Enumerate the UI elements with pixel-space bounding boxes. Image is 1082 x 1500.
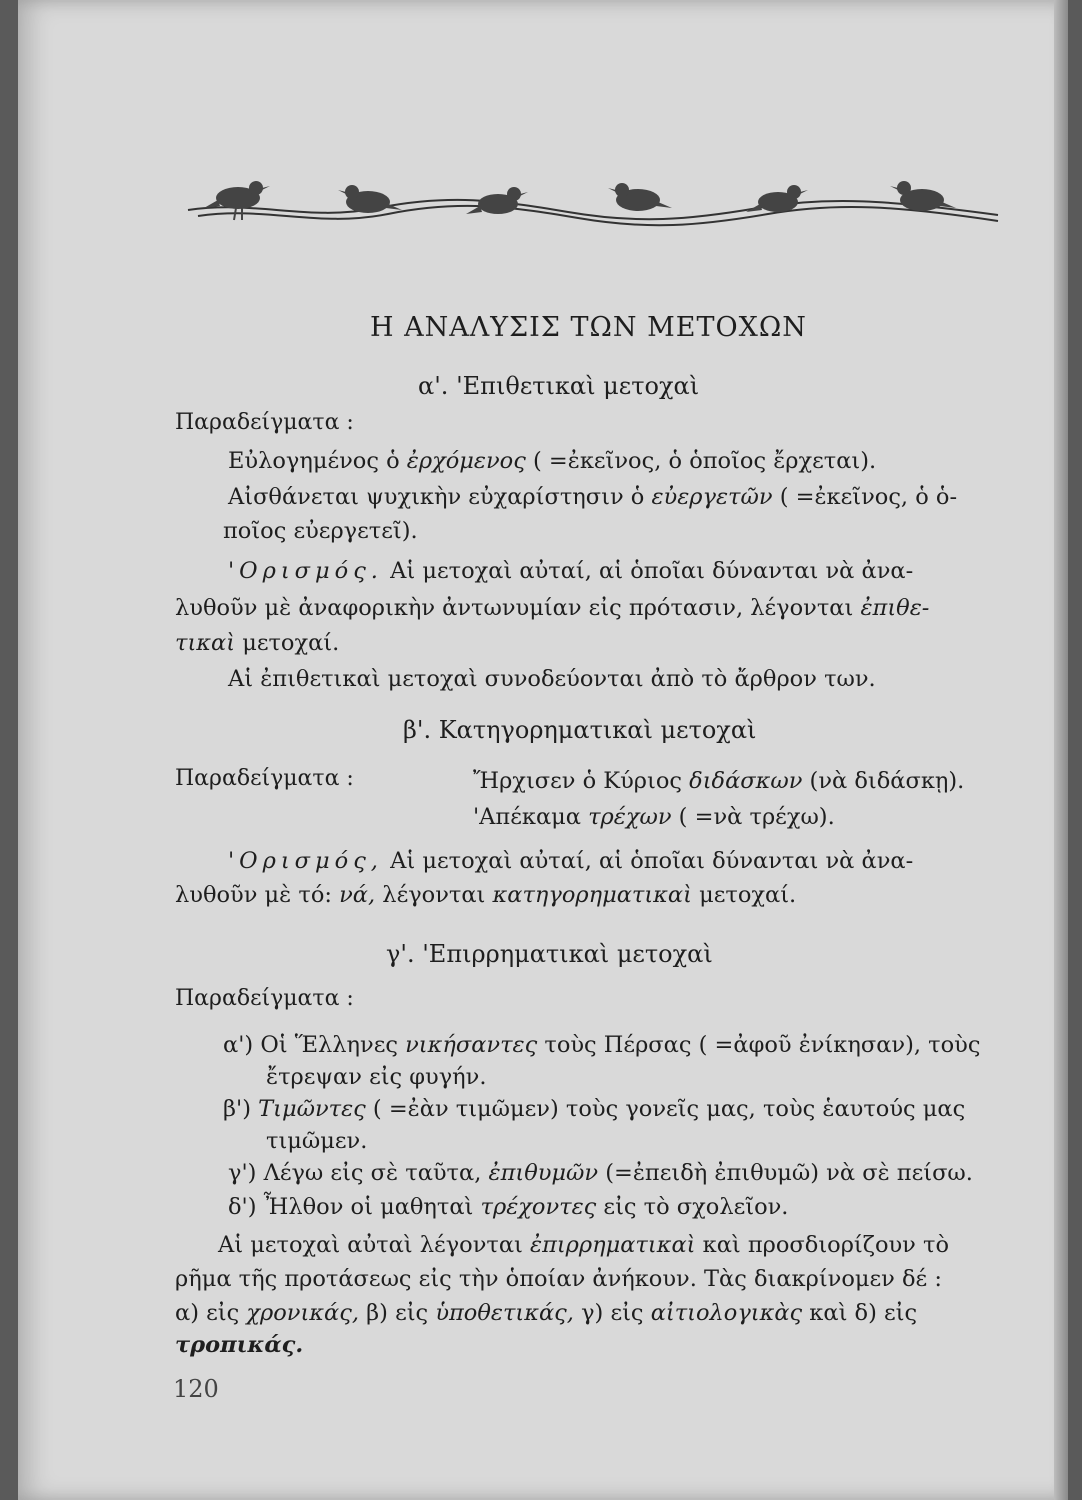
example-c3: γ') Λέγω εἰς σὲ ταῦτα, ἐπιθυμῶν (=ἐπειδὴ ἐπιθυμῶ) νὰ σὲ πείσω. bbox=[228, 1160, 973, 1186]
example-a2-line2: ποῖος εὐεργετεῖ). bbox=[223, 518, 418, 544]
example-c2-line1: β') Τιμῶντες ( =ἐὰν τιμῶμεν) τοὺς γονεῖς μας, τοὺς ἑαυτούς μας bbox=[223, 1096, 966, 1122]
example-c2-line2: τιμῶμεν. bbox=[266, 1128, 368, 1154]
birds-border-icon bbox=[168, 160, 1008, 240]
example-c1-line2: ἔτρεψαν εἰς φυγήν. bbox=[266, 1064, 487, 1090]
note-a: Αἱ ἐπιθετικαὶ μετοχαὶ συνοδεύονται ἀπὸ τὸ ἄρθρον των. bbox=[228, 666, 876, 692]
closing-line2: ρῆμα τῆς προτάσεως εἰς τὴν ὁποίαν ἀνήκουν. Τὰς διακρίνομεν δέ : bbox=[175, 1266, 942, 1292]
examples-label-a: Παραδείγματα : bbox=[175, 410, 354, 435]
example-b1: Ἤρχισεν ὁ Κύριος διδάσκων (νὰ διδάσκῃ). bbox=[473, 768, 965, 794]
definition-a-line2: λυθοῦν μὲ ἀναφορικὴν ἀντωνυμίαν εἰς πρότασιν, λέγονται ἐπιθε- bbox=[175, 595, 930, 621]
example-a1: Εὐλογημένος ὁ ἐρχόμενος ( =ἐκεῖνος, ὁ ὁποῖος ἔρχεται). bbox=[228, 448, 877, 474]
page-title: Η ΑΝΑΛΥΣΙΣ ΤΩΝ ΜΕΤΟΧΩΝ bbox=[370, 312, 807, 343]
example-a2-line1: Αἰσθάνεται ψυχικὴν εὐχαρίστησιν ὁ εὐεργετῶν ( =ἐκεῖνος, ὁ ὁ- bbox=[228, 484, 958, 510]
section-heading-b: β'. Κατηγορηματικαὶ μετοχαὶ bbox=[403, 716, 757, 744]
section-heading-c: γ'. 'Επιρρηματικαὶ μετοχαὶ bbox=[386, 940, 713, 968]
example-c4: δ') Ἦλθον οἱ μαθηταὶ τρέχοντες εἰς τὸ σχολεῖον. bbox=[228, 1194, 789, 1220]
page-number: 120 bbox=[173, 1375, 219, 1403]
section-heading-a: α'. 'Επιθετικαὶ μετοχαὶ bbox=[418, 372, 700, 400]
definition-a-line3: τικαὶ μετοχαί. bbox=[175, 630, 340, 656]
definition-b-line1: 'Ορισμός, Αἱ μετοχαὶ αὐταί, αἱ ὁποῖαι δύνανται νὰ ἀνα- bbox=[228, 848, 914, 874]
definition-b-line2: λυθοῦν μὲ τό: νά, λέγονται κατηγορηματικαὶ μετοχαί. bbox=[175, 882, 797, 908]
closing-line3: α) εἰς χρονικάς, β) εἰς ὑποθετικάς, γ) εἰς αἰτιολογικὰς καὶ δ) εἰς bbox=[175, 1300, 918, 1326]
closing-line4: τροπικάς. bbox=[175, 1332, 304, 1358]
example-b2: 'Απέκαμα τρέχων ( =νὰ τρέχω). bbox=[473, 804, 835, 830]
closing-line1: Αἱ μετοχαὶ αὐταὶ λέγονται ἐπιρρηματικαὶ καὶ προσδιορίζουν τὸ bbox=[218, 1232, 949, 1258]
book-spine bbox=[1054, 0, 1068, 1500]
examples-label-b: Παραδείγματα : bbox=[175, 766, 354, 791]
book-page bbox=[18, 0, 1068, 1500]
examples-label-c: Παραδείγματα : bbox=[175, 986, 354, 1011]
definition-a-line1: 'Ορισμός. Αἱ μετοχαὶ αὐταί, αἱ ὁποῖαι δύνανται νὰ ἀνα- bbox=[228, 558, 914, 584]
example-c1-line1: α') Οἱ Ἕλληνες νικήσαντες τοὺς Πέρσας ( =ἀφοῦ ἐνίκησαν), τοὺς bbox=[223, 1032, 981, 1058]
